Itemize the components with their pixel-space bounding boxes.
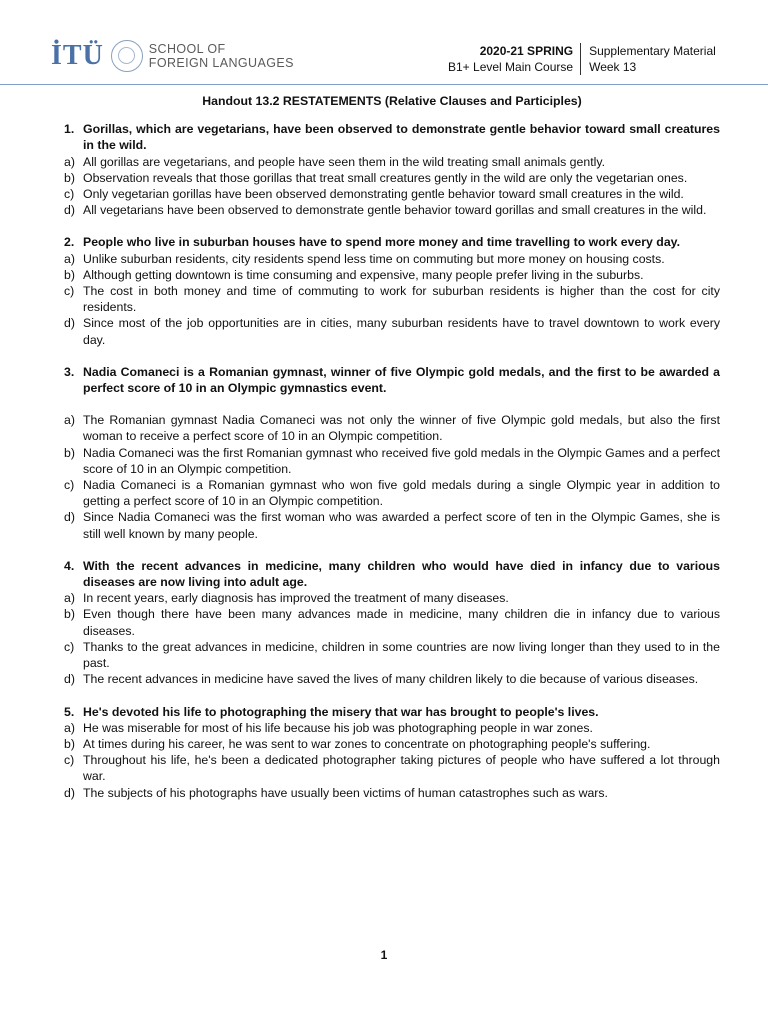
option-text: Since Nadia Comaneci was the first woman who was awarded a perfect score of ten in the Olympic Games, she is still well known by many people.: [83, 510, 720, 541]
option-label: d): [64, 672, 75, 687]
option-b: [64, 170, 720, 186]
option-label: b): [64, 170, 75, 185]
school-line-1: SCHOOL OF: [148, 42, 226, 56]
page-number: 1: [380, 948, 388, 962]
term: 2020-21 SPRING: [479, 44, 574, 58]
option-b: [64, 267, 720, 283]
option-b: [64, 445, 720, 477]
question-text: Gorillas, which are vegetarians, have been observed to demonstrate gentle behavior toward small creatures in the wild.: [83, 122, 720, 153]
question-block: [64, 234, 720, 347]
option-label: b): [64, 445, 75, 460]
question-number: 1.: [64, 122, 75, 137]
level: B1+ Level Main Course: [448, 60, 574, 74]
option-text: At times during his career, he was sent to war zones to concentrate on photographing people's suffering.: [83, 736, 651, 751]
question-number: 5.: [64, 704, 75, 719]
option-text: In recent years, early diagnosis has improved the treatment of many diseases.: [83, 591, 509, 606]
question-stem: [64, 364, 720, 396]
option-label: c): [64, 753, 75, 768]
option-a: [64, 720, 720, 736]
school-line-2: FOREIGN LANGUAGES: [148, 56, 294, 70]
option-text: All gorillas are vegetarians, and people have seen them in the wild treating small animals gently.: [83, 154, 605, 169]
option-label: a): [64, 154, 75, 169]
option-text: He was miserable for most of his life because his job was photographing people in war zones.: [83, 720, 593, 735]
university-seal-icon: [111, 40, 143, 72]
option-label: c): [64, 284, 75, 299]
option-text: The Romanian gymnast Nadia Comaneci was not only the winner of five Olympic gold medals, but also the first woman to receive a perfect score of 10 in an Olympic competition.: [83, 413, 720, 444]
question-stem: [64, 121, 720, 153]
course-info-right: [581, 43, 716, 75]
option-label: b): [64, 736, 75, 751]
option-label: c): [64, 478, 75, 493]
option-a: [64, 590, 720, 606]
option-text: All vegetarians have been observed to demonstrate gentle behavior toward gorillas and small creatures in the wild.: [83, 203, 707, 218]
option-c: [64, 477, 720, 509]
option-label: a): [64, 591, 75, 606]
option-text: The cost in both money and time of commuting to work for suburban residents is higher than the cost for city residents.: [83, 284, 720, 315]
material-type: Supplementary Material: [589, 44, 716, 58]
question-stem: [64, 558, 720, 590]
option-text: The recent advances in medicine have saved the lives of many children likely to die because of various diseases.: [83, 672, 699, 687]
option-d: [64, 509, 720, 541]
question-block: [64, 364, 720, 542]
option-label: b): [64, 607, 75, 622]
option-text: Nadia Comaneci was the first Romanian gymnast who received five gold medals in the Olympic Games and a perfect score of 10 in an Olympic competition.: [83, 445, 721, 476]
option-d: [64, 671, 720, 687]
option-text: Although getting downtown is time consuming and expensive, many people prefer living in the suburbs.: [83, 267, 644, 282]
option-label: c): [64, 639, 75, 654]
option-text: Thanks to the great advances in medicine, children in some countries are now living longer than they used to in the past.: [83, 639, 720, 671]
option-text: Throughout his life, he's been a dedicated photographer taking pictures of people who have suffered a lot through war.: [83, 753, 720, 784]
option-text: Since most of the job opportunities are in cities, many suburban residents have to travel downtown to work every day.: [83, 316, 720, 347]
option-a: [64, 154, 720, 170]
option-label: d): [64, 203, 75, 218]
option-label: c): [64, 187, 75, 202]
question-text: Nadia Comaneci is a Romanian gymnast, winner of five Olympic gold medals, and the first to be awarded a perfect score of 10 in an Olympic gymnastics event.: [83, 364, 720, 396]
option-label: d): [64, 785, 75, 800]
question-number: 3.: [64, 364, 75, 379]
option-a: [64, 251, 720, 267]
page-header: [0, 0, 768, 88]
option-label: d): [64, 510, 75, 525]
option-text: Even though there have been many advances made in medicine, many children die in infancy due to various diseases.: [83, 607, 720, 638]
option-c: [64, 752, 720, 784]
question-stem: [64, 704, 720, 720]
week: Week 13: [589, 60, 637, 74]
course-info: [448, 43, 716, 75]
logo-text: İTÜ: [51, 40, 104, 71]
option-label: d): [64, 316, 75, 331]
option-b: [64, 606, 720, 638]
handout-body: [64, 93, 720, 801]
option-d: [64, 315, 720, 347]
itu-logo: [51, 40, 294, 72]
option-d: [64, 785, 720, 801]
option-text: The subjects of his photographs have usually been victims of human catastrophes such as wars.: [83, 785, 608, 800]
question-number: 2.: [64, 235, 75, 250]
option-text: Only vegetarian gorillas have been observed demonstrating gentle behavior toward small creatures in the wild.: [83, 187, 684, 202]
school-name: [149, 42, 294, 70]
option-a: [64, 412, 720, 444]
question-number: 4.: [64, 558, 75, 573]
option-label: a): [64, 720, 75, 735]
option-text: Nadia Comaneci is a Romanian gymnast who won five gold medals during a single Olympic year in addition to getting a perfect score of 10 in an Olympic competition.: [83, 478, 720, 509]
handout-title: Handout 13.2 RESTATEMENTS (Relative Clauses and Participles): [202, 94, 582, 108]
option-text: Observation reveals that those gorillas that treat small creatures gently in the wild are only the vegetarian ones.: [83, 170, 688, 185]
question-text: With the recent advances in medicine, many children who would have died in infancy due to various diseases are now living into adult age.: [83, 558, 720, 590]
option-label: a): [64, 251, 75, 266]
option-c: [64, 283, 720, 315]
option-b: [64, 736, 720, 752]
header-divider: [0, 84, 768, 85]
option-text: Unlike suburban residents, city residents spend less time on commuting but more money on housing costs.: [83, 251, 665, 266]
option-c: [64, 186, 720, 202]
question-block: [64, 121, 720, 218]
question-stem: [64, 234, 720, 250]
question-text: He's devoted his life to photographing the misery that war has brought to people's lives.: [83, 704, 599, 719]
option-label: a): [64, 413, 75, 428]
option-label: b): [64, 267, 75, 282]
course-info-left: [448, 43, 581, 75]
question-block: [64, 704, 720, 801]
option-c: [64, 639, 720, 671]
question-block: [64, 558, 720, 688]
question-text: People who live in suburban houses have to spend more money and time travelling to work every day.: [83, 235, 681, 250]
option-d: [64, 202, 720, 218]
